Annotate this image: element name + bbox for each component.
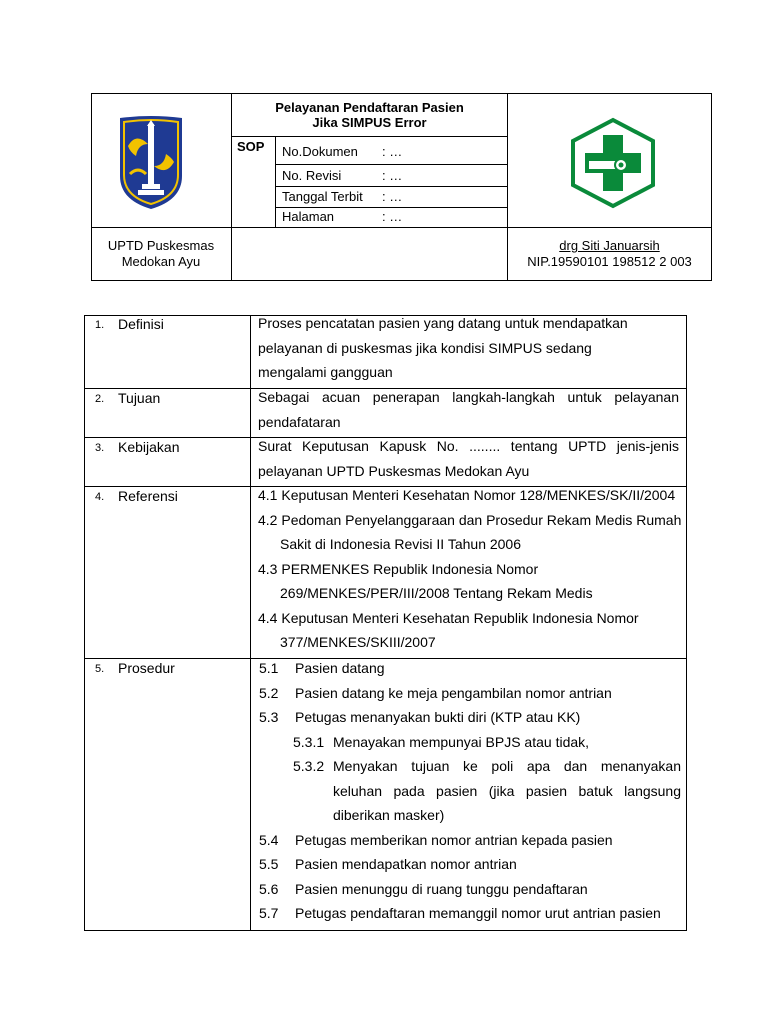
green-cross-icon — [569, 117, 657, 209]
step-number: 5.5 — [259, 856, 279, 872]
section-label: Definisi — [118, 316, 164, 332]
text-line: mengalami gangguan — [258, 364, 393, 380]
step-number: 5.3.2 — [293, 758, 325, 774]
text-line: pelayanan di puskesmas jika kondisi SIMPUS sedang — [258, 339, 592, 356]
step-number: 5.3 — [259, 709, 279, 725]
procedure-step — [259, 656, 681, 681]
field-value-no-revisi: : … — [382, 168, 403, 183]
reference-item-cont: 269/MENKES/PER/III/2008 Tentang Rekam Medis — [280, 585, 593, 601]
step-text: Petugas pendaftaran memanggil nomor urut antrian pasien — [295, 905, 661, 921]
field-label-halaman: Halaman — [282, 209, 335, 224]
puskesmas-logo — [569, 117, 657, 209]
procedure-step — [259, 705, 681, 730]
step-text: Petugas memberikan nomor antrian kepada pasien — [295, 831, 613, 848]
field-value-halaman: : … — [382, 209, 403, 224]
step-text: Petugas menanyakan bukti diri (KTP atau KK) — [295, 709, 581, 725]
procedure-step — [259, 877, 681, 902]
step-text-cont: diberikan masker) — [333, 807, 445, 823]
signatory — [508, 238, 711, 270]
field-label-tanggal-terbit: Tanggal Terbit — [282, 189, 363, 204]
procedure-steps — [259, 656, 681, 926]
field-value-no-dokumen: : … — [382, 144, 403, 159]
field-value-tanggal-terbit: : … — [382, 189, 403, 204]
title-line-2: Jika SIMPUS Error — [312, 115, 427, 130]
step-text-cont: keluhan pada pasien (jika pasien batuk langsung — [333, 782, 681, 799]
section-label: Kebijakan — [118, 439, 180, 455]
section-label: Tujuan — [118, 390, 161, 406]
step-text-block — [333, 754, 681, 828]
procedure-step — [259, 901, 681, 926]
signatory-name: drg Siti Januarsih — [559, 238, 660, 253]
text-line: Sebagai acuan penerapan langkah-langkah untuk pelayanan — [258, 389, 679, 405]
step-text: Pasien mendapatkan nomor antrian — [295, 856, 517, 872]
step-number: 5.2 — [259, 684, 279, 701]
org-line-2: Medokan Ayu — [121, 254, 201, 269]
reference-item: 4.4 Keputusan Menteri Kesehatan Republik Indonesia Nomor — [258, 609, 639, 626]
field-label-no-revisi: No. Revisi — [282, 168, 342, 183]
sop-label: SOP — [237, 139, 265, 154]
reference-item-cont: Sakit di Indonesia Revisi II Tahun 2006 — [280, 536, 522, 552]
document-title — [232, 100, 507, 130]
field-label-no-dokumen: No.Dokumen — [282, 144, 358, 159]
section-text — [258, 483, 683, 655]
step-text: Pasien menunggu di ruang tunggu pendaftaran — [295, 880, 588, 897]
section-text — [258, 434, 679, 483]
section-number: 5. — [95, 663, 105, 675]
signatory-nip: NIP.19590101 198512 2 003 — [527, 254, 692, 269]
procedure-substep — [259, 754, 681, 828]
section-label: Prosedur — [118, 660, 175, 676]
section-number: 1. — [95, 319, 105, 331]
org-line-1: UPTD Puskesmas — [107, 238, 215, 253]
procedure-step — [259, 852, 681, 877]
reference-item: 4.3 PERMENKES Republik Indonesia Nomor — [258, 560, 539, 577]
procedure-substep — [259, 730, 681, 755]
reference-item: 4.2 Pedoman Penyelanggaraan dan Prosedur Rekam Medis Rumah — [258, 511, 682, 528]
section-number: 3. — [95, 442, 105, 454]
procedure-step — [259, 681, 681, 706]
title-line-1: Pelayanan Pendaftaran Pasien — [275, 100, 464, 115]
section-text — [258, 311, 679, 385]
step-number: 5.3.1 — [293, 733, 325, 750]
text-line: Proses pencatatan pasien yang datang untuk mendapatkan — [258, 315, 628, 331]
section-text — [258, 385, 679, 434]
step-text: Pasien datang ke meja pengambilan nomor antrian — [295, 684, 612, 701]
reference-item-cont: 377/MENKES/SKIII/2007 — [280, 634, 436, 650]
step-text: Menyakan tujuan ke poli apa dan menanyakan — [333, 758, 681, 774]
text-line: pelayanan UPTD Puskesmas Medokan Ayu — [258, 462, 530, 479]
step-text: Menayakan mempunyai BPJS atau tidak, — [333, 733, 590, 750]
procedure-step — [259, 828, 681, 853]
step-number: 5.7 — [259, 905, 279, 921]
text-line: pendafataran — [258, 413, 341, 430]
emblem-icon — [116, 114, 186, 210]
step-text: Pasien datang — [295, 660, 385, 676]
reference-item: 4.1 Keputusan Menteri Kesehatan Nomor 128/MENKES/SK/II/2004 — [258, 487, 676, 503]
step-number: 5.4 — [259, 831, 279, 848]
step-number: 5.1 — [259, 660, 279, 676]
organization-name — [91, 238, 231, 270]
text-line: Surat Keputusan Kapusk No. ........ tentang UPTD jenis-jenis — [258, 438, 679, 454]
section-label: Referensi — [118, 488, 178, 504]
step-number: 5.6 — [259, 880, 279, 897]
city-emblem-logo — [116, 114, 186, 210]
section-number: 4. — [95, 491, 105, 503]
section-number: 2. — [95, 393, 105, 405]
